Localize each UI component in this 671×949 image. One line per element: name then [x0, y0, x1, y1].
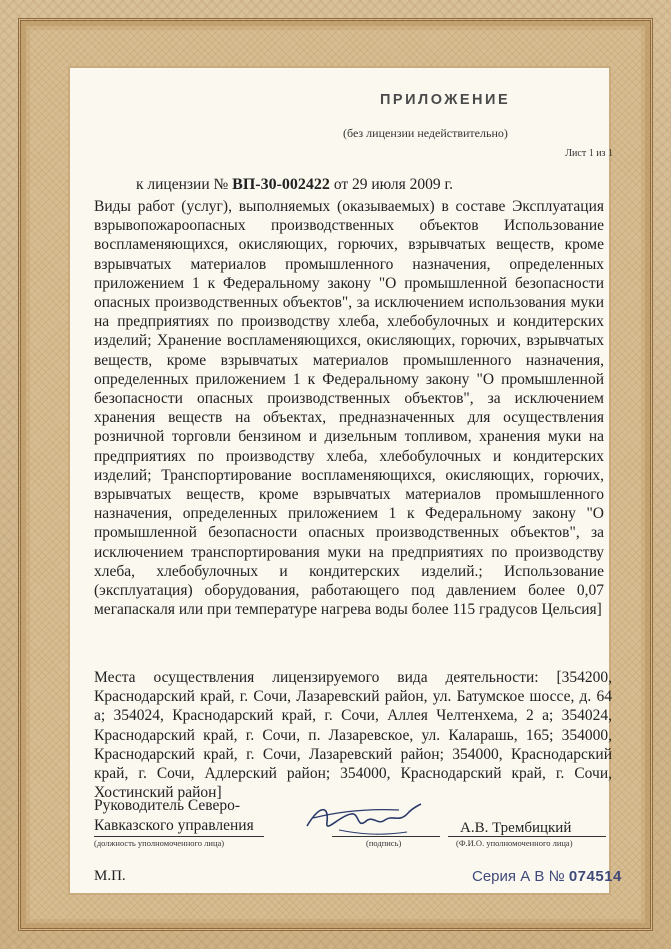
signature-underline [332, 836, 440, 837]
license-line [136, 176, 453, 194]
validity-note: (без лицензии недействительно) [343, 126, 508, 140]
license-date-prefix: от [333, 176, 349, 193]
signature-block [94, 796, 614, 856]
stamp-place: М.П. [94, 868, 126, 884]
name-caption: (Ф.И.О. уполномоченного лица) [456, 838, 573, 848]
series-code: А В [520, 868, 545, 885]
official-name: А.В. Трембицкий [460, 820, 572, 836]
activity-places: Места осуществления лицензируемого вида деятельности: [354200, Краснодарский край, г. Сочи, Лазаревский район, ул. Батумское шоссе, д. 64 а; 354024, Краснодарский край, г. Сочи, Аллея Челтенхема, 2 а; 354024, Краснодарский край, г. Сочи, п. Лазаревское, ул. Каларашь, 165; 354000, Краснодарский край, г. Сочи, Лазаревский район; 354000, Краснодарский край, г. Сочи, Адлерский район; 354000, Краснодарский край, г. Сочи, Хостинский район] [94, 669, 612, 802]
document-title: ПРИЛОЖЕНИЕ [380, 92, 511, 108]
handwritten-signature [299, 796, 429, 846]
license-date: 29 июля 2009 г. [352, 176, 453, 193]
sheet-number: Лист 1 из 1 [565, 148, 613, 159]
position-caption: (должность уполномоченного лица) [94, 838, 225, 848]
position-underline [94, 836, 264, 837]
license-prefix: к лицензии № [136, 176, 229, 193]
serial-number: 074514 [568, 868, 622, 885]
series-number [472, 868, 622, 885]
works-description: Виды работ (услуг), выполняемых (оказываемых) в составе Эксплуатация взрывопожароопасных производственных объектов Использование воспламеняющихся, окисляющих, горючих, взрывчатых веществ, кроме взрывчатых материалов промышленного назначения, определенных приложением 1 к Федеральному закону "О промышленной безопасности опасных производственных объектов", за исключением использования муки на предприятиях по производству хлеба, хлебобулочных и кондитерских изделий; Хранение воспламеняющихся, окисляющих, горючих, взрывчатых веществ, кроме взрывчатых материалов промышленного назначения, определенных приложением 1 к Федеральному закону "О промышленной безопасности опасных производственных объектов", за исключением хранения веществ на объектах, предназначенных для осуществления розничной торговли бензином и дизельным топливом, хранения муки на предприятиях по производству хлеба, хлебобулочных и кондитерских изделий; Транспортирование воспламеняющихся, окисляющих, горючих, взрывчатых веществ, кроме взрывчатых материалов промышленного назначения, определенных приложением 1 к Федеральному закону "О промышленной безопасности опасных производственных объектов", за исключением транспортирования муки на предприятиях по производству хлеба, хлебобулочных и кондитерских изделий.; Использование (эксплуатация) оборудования, работающего под давлением более 0,07 мегапаскаля или при температуре нагрева воды более 115 градусов Цельсия] [94, 198, 604, 619]
number-sign: № [548, 868, 565, 885]
license-number: ВП-30-002422 [232, 176, 330, 193]
signature-caption: (подпись) [366, 838, 402, 848]
series-label: Серия [472, 868, 517, 885]
official-position: Руководитель Северо-Кавказского управления [94, 797, 254, 834]
